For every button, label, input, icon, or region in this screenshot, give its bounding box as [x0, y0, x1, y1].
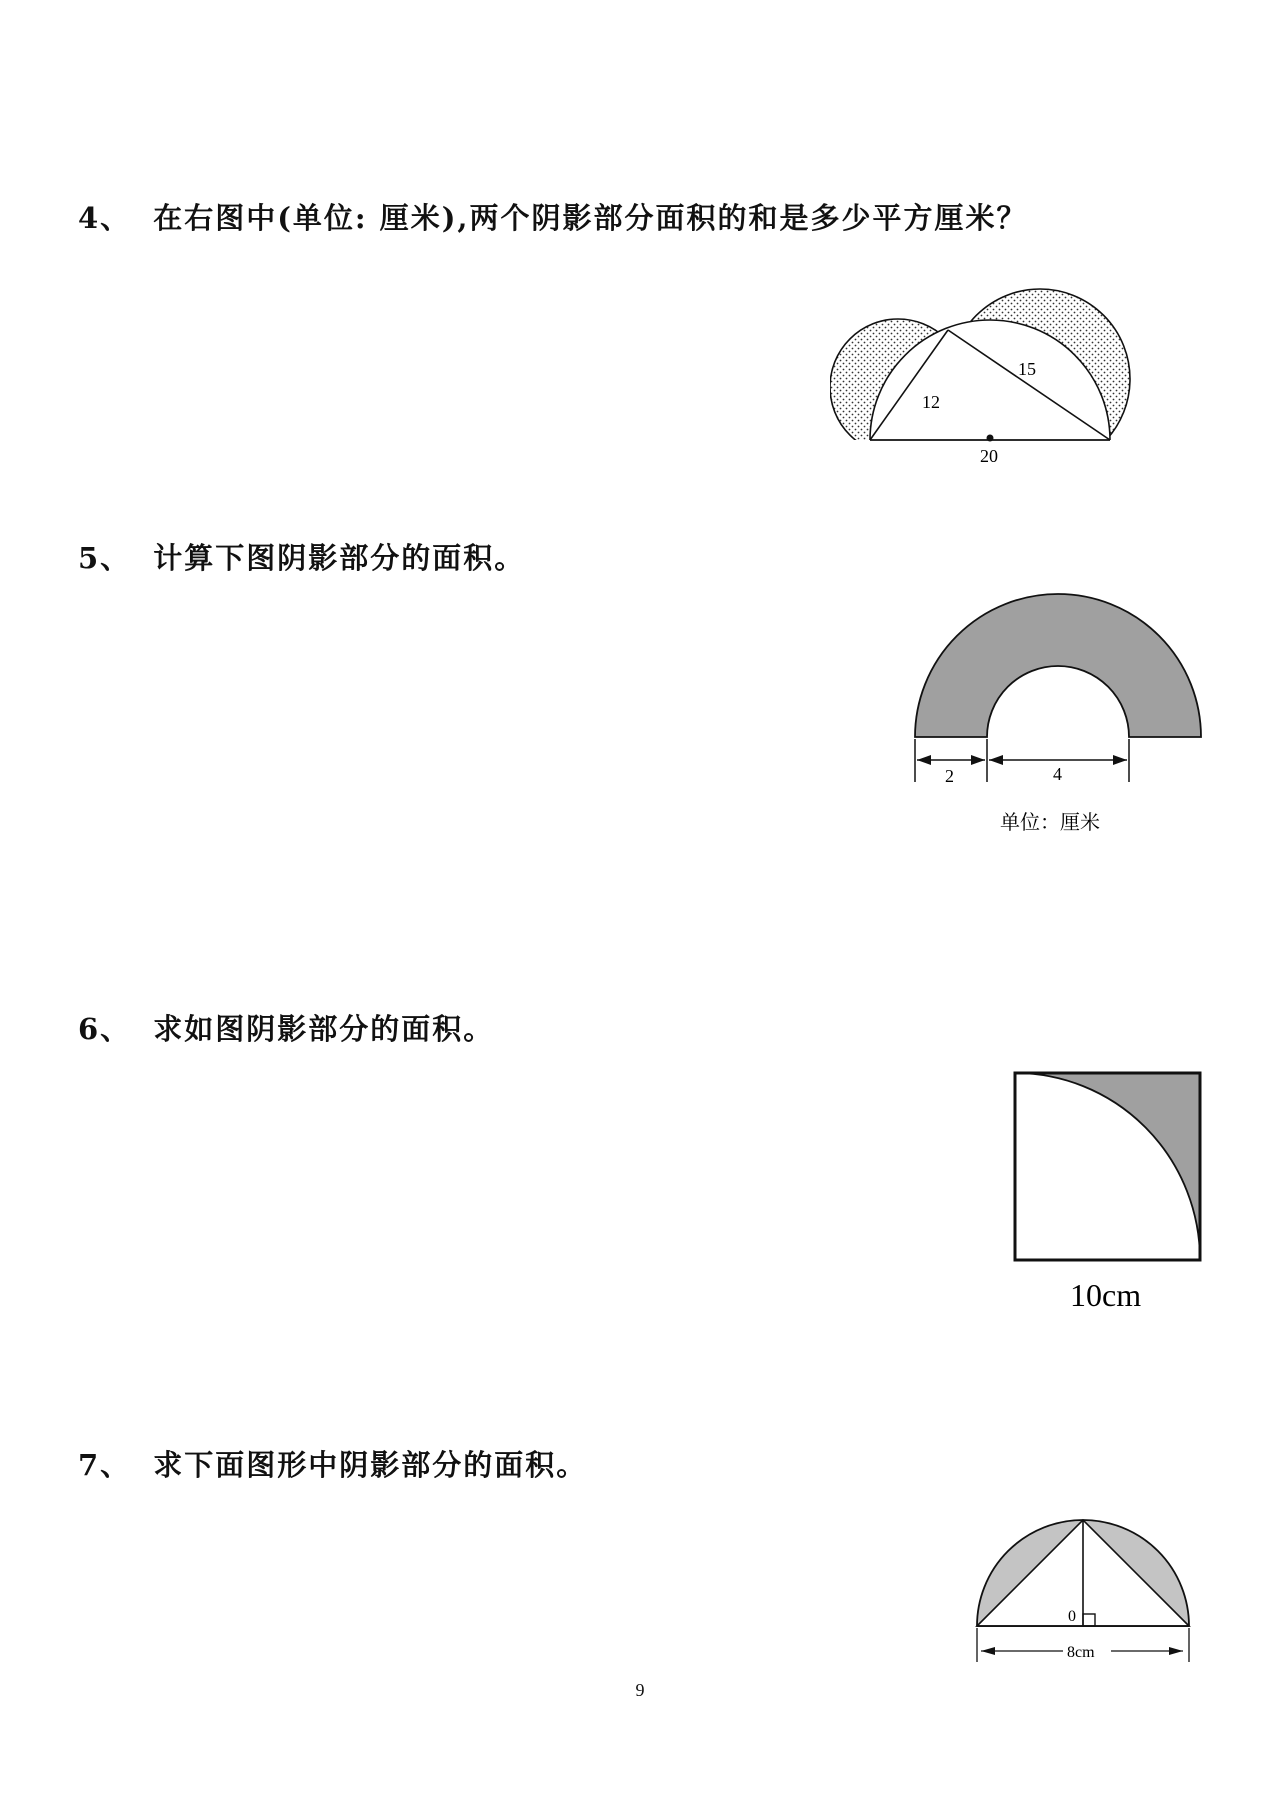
unit-label: 单位：厘米: [1000, 812, 1100, 834]
question-7: [78, 1443, 587, 1484]
label-0: 0: [1068, 1608, 1076, 1625]
label-8cm: 8cm: [1067, 1644, 1095, 1661]
center-dot: [987, 435, 994, 442]
figure-q4: [830, 272, 1140, 472]
question-number: 7、: [78, 1448, 132, 1482]
shaded-corner: [1015, 1073, 1200, 1260]
label-10cm: 10cm: [1070, 1277, 1142, 1313]
question-4: [78, 196, 1028, 237]
question-text: 求下面图形中阴影部分的面积。: [153, 1448, 588, 1482]
label-15: 15: [1018, 359, 1036, 379]
question-text: 在右图中(单位: 厘米),两个阴影部分面积的和是多少平方厘米？: [153, 201, 1028, 235]
question-text: 求如图阴影部分的面积。: [153, 1012, 495, 1046]
question-5: [78, 536, 525, 577]
label-4: 4: [1053, 764, 1062, 784]
question-number: 4、: [78, 201, 132, 235]
page-number: 9: [635, 1680, 645, 1700]
question-6: [78, 1007, 494, 1048]
question-text: 计算下图阴影部分的面积。: [153, 541, 526, 575]
figure-q7: [965, 1510, 1200, 1670]
question-number: 6、: [78, 1012, 132, 1046]
label-20: 20: [980, 446, 998, 466]
label-2: 2: [945, 766, 954, 786]
question-number: 5、: [78, 541, 132, 575]
label-12: 12: [922, 392, 940, 412]
figure-q6: [1010, 1068, 1210, 1318]
figure-q5: [905, 592, 1225, 842]
shaded-ring: [915, 594, 1201, 737]
